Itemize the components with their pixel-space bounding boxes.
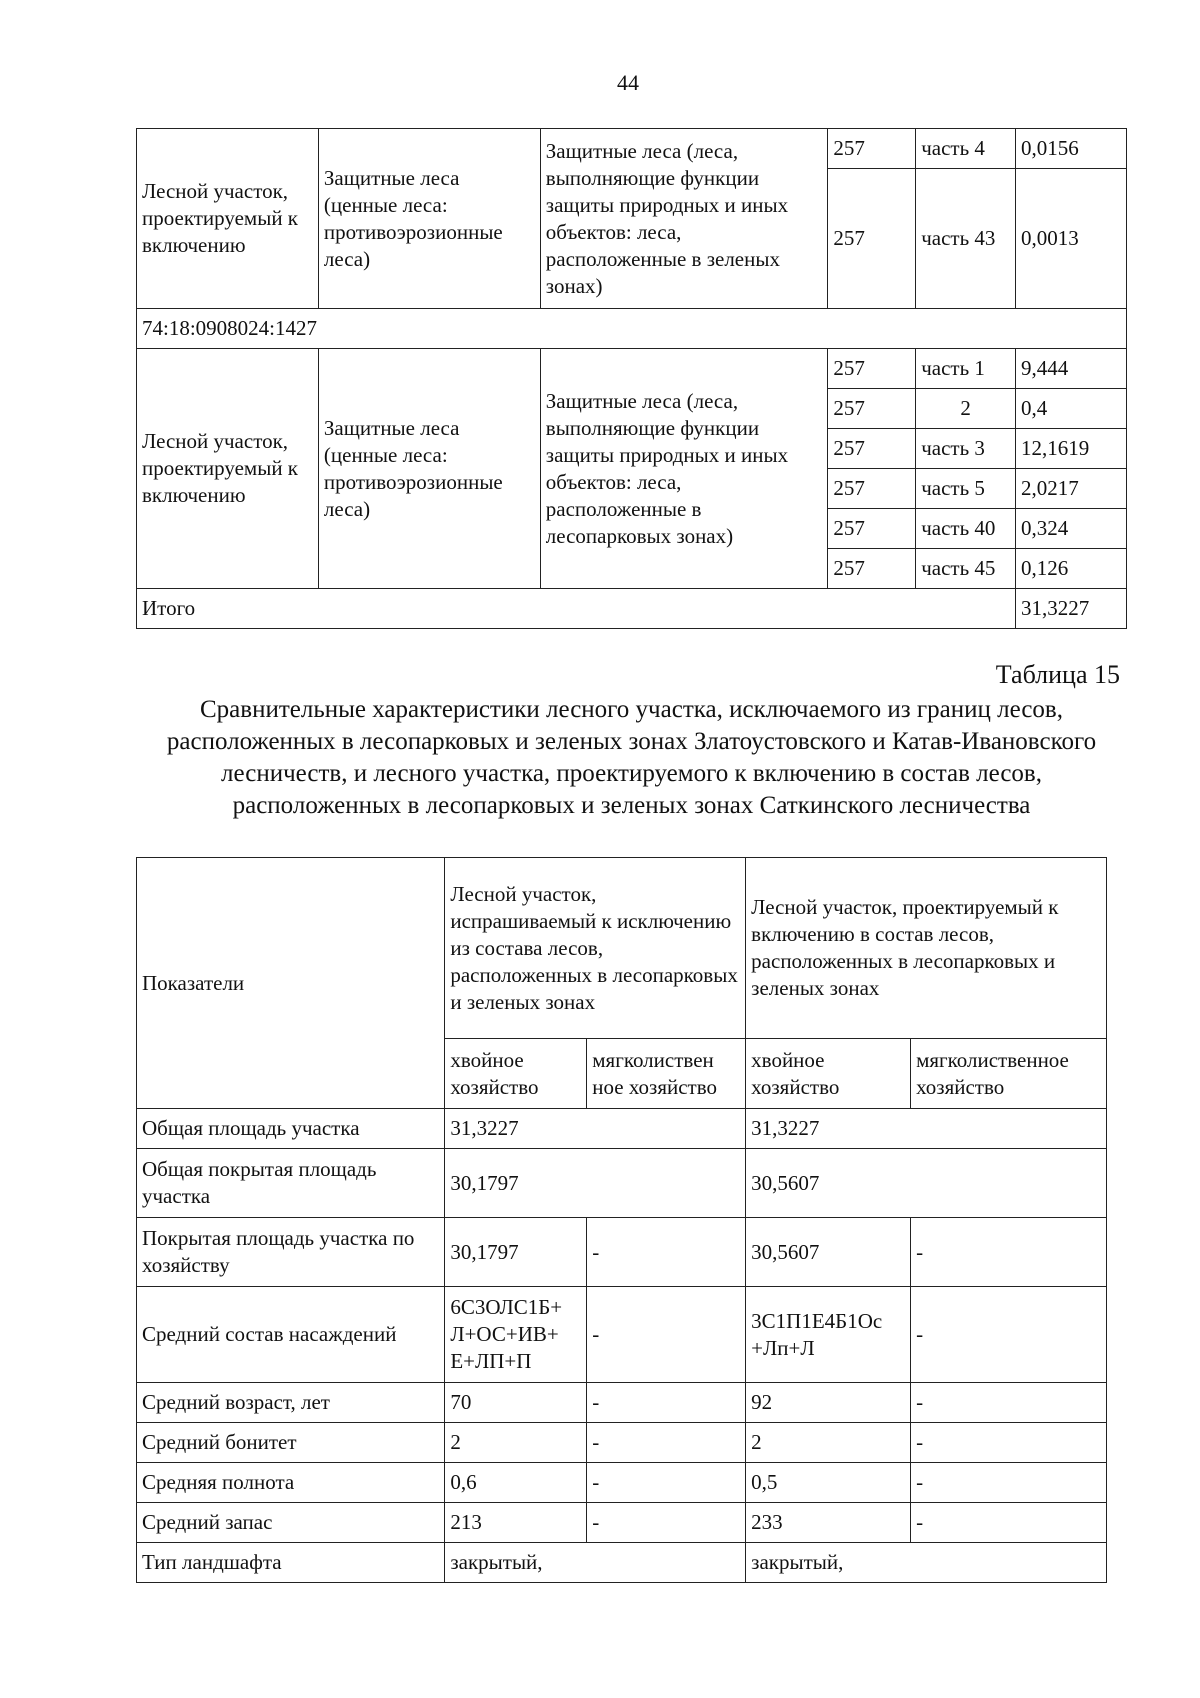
excluded-coniferous-value: 213 [445,1503,587,1543]
section-cell: часть 5 [916,469,1016,509]
quarter-cell: 257 [828,549,916,589]
excluded-plot-header: Лесной участок, испрашиваемый к исключению из состава лесов, расположенных в лесопарковых и зеленых зонах [445,858,746,1039]
area-cell: 2,0217 [1016,469,1127,509]
indicators-header: Показатели [137,858,445,1109]
table-row [137,309,1127,349]
area-cell: 0,4 [1016,389,1127,429]
table-row [137,1463,1107,1503]
excluded-value: 31,3227 [445,1109,746,1149]
table-row [137,589,1127,629]
section-cell: 2 [916,389,1016,429]
quarter-cell: 257 [828,429,916,469]
forest-plots-table [136,128,1127,629]
table-title: Сравнительные характеристики лесного участка, исключаемого из границ лесов, расположенных в лесопарковых и зеленых зонах Златоустовского и Катав-Ивановского лесничеств, и лесного участка, проектируемого к включению в состав лесов, расположенных в лесопарковых и зеленых зонах Саткинского лесничества [166,696,1097,819]
excluded-coniferous-value: 2 [445,1423,587,1463]
area-cell: 12,1619 [1016,429,1127,469]
coniferous-header: хвойное хозяйство [746,1039,911,1109]
excluded-value: 30,1797 [445,1149,746,1218]
total-label: Итого [137,589,1016,629]
included-coniferous-value: 30,5607 [746,1218,911,1287]
excluded-softwood-value: - [587,1503,746,1543]
included-value: закрытый, [746,1543,1107,1583]
included-coniferous-value: 233 [746,1503,911,1543]
excluded-coniferous-value: 0,6 [445,1463,587,1503]
row-label: Общая покрытая площадь участка [137,1149,445,1218]
area-cell: 9,444 [1016,349,1127,389]
included-softwood-value: - [911,1218,1107,1287]
row-label: Средняя полнота [137,1463,445,1503]
comparison-table [136,857,1107,1583]
cadastral-number: 74:18:0908024:1427 [137,309,1127,349]
included-plot-header: Лесной участок, проектируемый к включению в состав лесов, расположенных в лесопарковых и зеленых зонах [746,858,1107,1039]
plot-category-cell: Лесной участок, проектируемый к включению [137,349,319,589]
table-row [137,1423,1107,1463]
quarter-cell: 257 [828,129,916,169]
excluded-softwood-value: - [587,1383,746,1423]
table-row [137,1218,1107,1287]
table-row [137,858,1107,1039]
excluded-coniferous-value: 30,1797 [445,1218,587,1287]
table-row [137,129,1127,169]
excluded-softwood-value: - [587,1463,746,1503]
quarter-cell: 257 [828,469,916,509]
area-cell: 0,0013 [1016,169,1127,309]
row-label: Тип ландшафта [137,1543,445,1583]
included-value: 31,3227 [746,1109,1107,1149]
total-value: 31,3227 [1016,589,1127,629]
excluded-softwood-value: - [587,1287,746,1383]
table-row [137,1383,1107,1423]
table-number: Таблица 15 [995,660,1120,689]
included-softwood-value: - [911,1503,1107,1543]
excluded-softwood-value: - [587,1218,746,1287]
excluded-value: закрытый, [445,1543,746,1583]
included-coniferous-value: 92 [746,1383,911,1423]
forest-function-cell: Защитные леса (леса, выполняющие функции защиты природных и иных объектов: леса, расположенные в лесопарковых зонах) [540,349,828,589]
section-cell: часть 40 [916,509,1016,549]
included-softwood-value: - [911,1463,1107,1503]
quarter-cell: 257 [828,389,916,429]
row-label: Средний возраст, лет [137,1383,445,1423]
excluded-coniferous-value: 70 [445,1383,587,1423]
softwood-header: мягколиственное хозяйство [911,1039,1107,1109]
area-cell: 0,126 [1016,549,1127,589]
table-row [137,349,1127,389]
table-row [137,1149,1107,1218]
coniferous-header: хвойное хозяйство [445,1039,587,1109]
included-coniferous-value: 3С1П1Е4Б1Ос +Лп+Л [746,1287,911,1383]
page-number: 44 [617,70,639,95]
section-cell: часть 45 [916,549,1016,589]
area-cell: 0,0156 [1016,129,1127,169]
included-value: 30,5607 [746,1149,1107,1218]
excluded-softwood-value: - [587,1423,746,1463]
section-cell: часть 1 [916,349,1016,389]
included-coniferous-value: 0,5 [746,1463,911,1503]
row-label: Средний запас [137,1503,445,1543]
excluded-coniferous-value: 6С3ОЛС1Б+ Л+ОС+ИВ+ Е+ЛП+П [445,1287,587,1383]
row-label: Общая площадь участка [137,1109,445,1149]
quarter-cell: 257 [828,509,916,549]
forest-function-cell: Защитные леса (леса, выполняющие функции защиты природных и иных объектов: леса, расположенные в зеленых зонах) [540,129,828,309]
row-label: Средний состав насаждений [137,1287,445,1383]
included-coniferous-value: 2 [746,1423,911,1463]
softwood-header: мягколиствен ное хозяйство [587,1039,746,1109]
included-softwood-value: - [911,1287,1107,1383]
table-row [137,1109,1107,1149]
included-softwood-value: - [911,1423,1107,1463]
table-row [137,1503,1107,1543]
forest-type-cell: Защитные леса (ценные леса: противоэрозионные леса) [318,129,540,309]
row-label: Средний бонитет [137,1423,445,1463]
section-cell: часть 43 [916,169,1016,309]
section-cell: часть 4 [916,129,1016,169]
plot-category-cell: Лесной участок, проектируемый к включению [137,129,319,309]
quarter-cell: 257 [828,169,916,309]
table-row [137,1543,1107,1583]
included-softwood-value: - [911,1383,1107,1423]
quarter-cell: 257 [828,349,916,389]
forest-type-cell: Защитные леса (ценные леса: противоэрозионные леса) [318,349,540,589]
section-cell: часть 3 [916,429,1016,469]
row-label: Покрытая площадь участка по хозяйству [137,1218,445,1287]
table-row [137,1287,1107,1383]
area-cell: 0,324 [1016,509,1127,549]
